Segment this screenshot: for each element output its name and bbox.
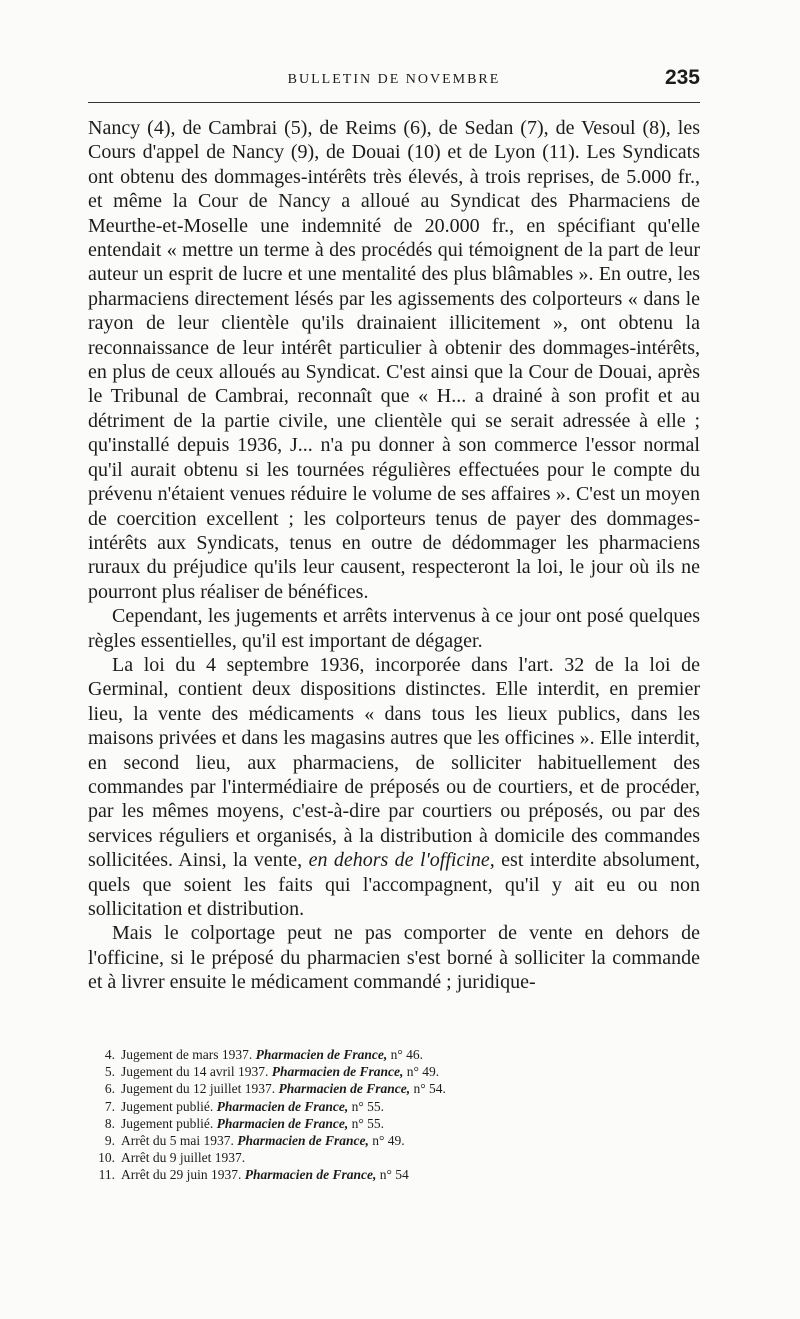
paragraph-2: Cependant, les jugements et arrêts intervenus à ce jour ont posé quelques règles essentielles, qu'il est important de dégager.: [88, 605, 700, 652]
paragraph-4: Mais le colportage peut ne pas comporter de vente en dehors de l'officine, si le préposé du pharmacien s'est borné à solliciter la commande et à livrer ensuite le médicament commandé ; juridique-: [88, 922, 700, 994]
paragraph-3: [88, 653, 700, 921]
paragraph-1: Nancy (4), de Cambrai (5), de Reims (6), de Sedan (7), de Vesoul (8), les Cours d'appel de Nancy (9), de Douai (10) et de Lyon (11). Les Syndicats ont obtenu des dommages-intérêts très élevés, à trois reprises, de 5.000 fr., et même la Cour de Nancy a alloué au Syndicat des Pharmaciens de Meurthe-et-Moselle une indemnité de 20.000 fr., en spécifiant qu'elle entendait « mettre un terme à des procédés qui témoignent de la part de leur auteur un esprit de lucre et une mentalité des plus blâmables ». En outre, les pharmaciens directement lésés par les agissements des colporteurs « dans le rayon de leur clientèle qu'ils drainaient illicitement », ont obtenu la reconnaissance de leur intérêt particulier à obtenir des dommages-intérêts, en plus de ceux alloués au Syndicat. C'est ainsi que la Cour de Douai, après le Tribunal de Cambrai, reconnaît que « H... a drainé à son profit et au détriment de la partie civile, une clientèle qui se serait adressée à elle ; qu'installé depuis 1936, J... n'a pu donner à son commerce l'essor normal qu'il aurait obtenu si les tournées régulières effectuées pour le compte du prévenu n'étaient venues réduire le volume de ses affaires ». C'est un moyen de coercition excellent ; les colporteurs tenus de payer des dommages-intérêts aux Syndicats, tenus en outre de dédommager les pharmaciens ruraux du préjudice qu'ils leur causent, respecteront la loi, le jour où ils ne pourront plus réaliser de bénéfices.: [88, 117, 700, 603]
header-rule: [88, 102, 700, 103]
footnote-8: 8. Jugement publié. Pharmacien de France, n° 55.: [104, 1115, 385, 1131]
footnote-11: 11. Arrêt du 29 juin 1937. Pharmacien de France, n° 54: [98, 1167, 409, 1183]
footnote-4: 4. Jugement de mars 1937. Pharmacien de France, n° 46.: [104, 1047, 424, 1062]
footnote-5: 5. Jugement du 14 avril 1937. Pharmacien de France, n° 49.: [104, 1064, 440, 1080]
page-header: [88, 60, 700, 104]
footnote-9: 9. Arrêt du 5 mai 1937. Pharmacien de France, n° 49.: [104, 1133, 405, 1149]
paragraph-3-tail: est interdite absolument, quels que soient les faits qui l'accompagnent, qu'il y ait eu ou non sollicitation et distribution.: [88, 849, 701, 920]
running-title: BULLETIN DE NOVEMBRE: [287, 72, 501, 87]
page-number: 235: [664, 66, 700, 89]
body-text: [88, 116, 700, 995]
footnote-7: 7. Jugement publié. Pharmacien de France, n° 55.: [104, 1098, 385, 1114]
footnote-6: 6. Jugement du 12 juillet 1937. Pharmacien de France, n° 54.: [104, 1081, 446, 1097]
footnotes: [95, 1046, 695, 1184]
paragraph-3-italic: en dehors de l'officine,: [308, 849, 495, 872]
paragraph-3-text: La loi du 4 septembre 1936, incorporée dans l'art. 32 de la loi de Germinal, contient deux dispositions distinctes. Elle interdit, en premier lieu, la vente des médicaments « dans tous les lieux publics, dans les maisons privées et dans les magasins autres que les officines ». Elle interdit, en second lieu, aux pharmaciens, de solliciter habituellement des commandes par l'intermédiaire de préposés ou de courtiers, et de procéder, par les mêmes moyens, c'est-à-dire par courtiers ou préposés, ou par des services réguliers et organisés, à la distribution à domicile des commandes sollicitées. Ainsi, la vente,: [88, 653, 700, 872]
footnote-10: 10. Arrêt du 9 juillet 1937.: [98, 1150, 246, 1166]
